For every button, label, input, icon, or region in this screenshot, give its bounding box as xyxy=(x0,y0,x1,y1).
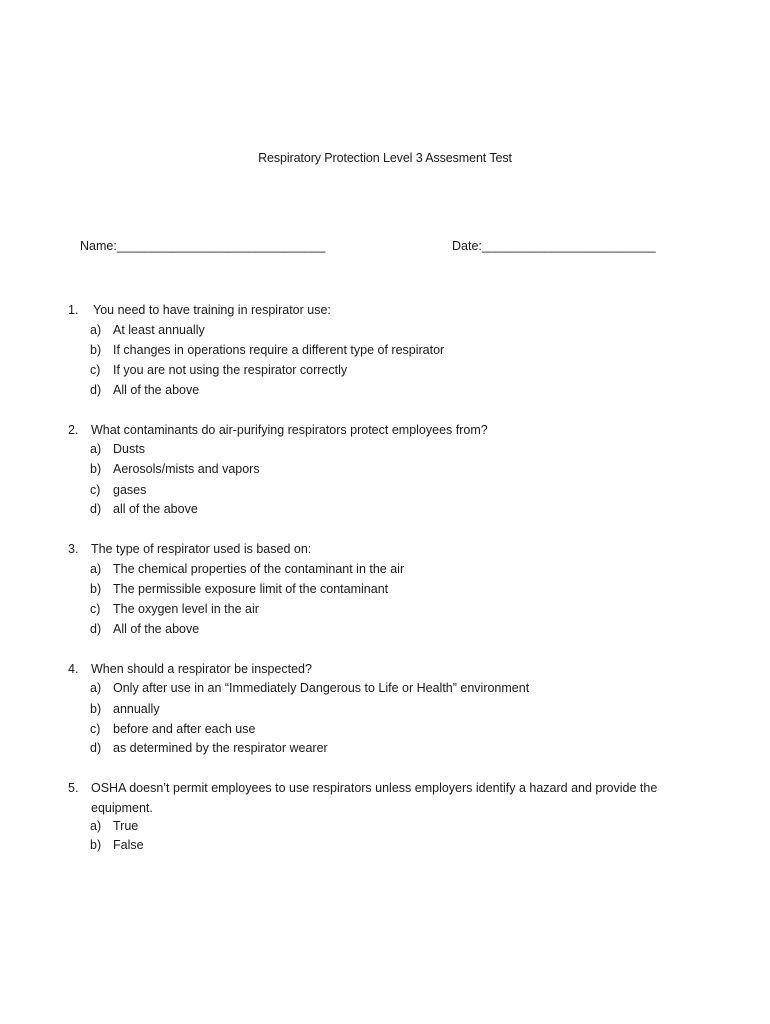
option-text: gases xyxy=(113,483,147,497)
option-text: annually xyxy=(113,702,160,716)
option-letter: a) xyxy=(90,681,102,695)
question-number: 3. xyxy=(68,542,79,556)
question-text: You need to have training in respirator use: xyxy=(93,303,331,317)
option-letter: a) xyxy=(90,442,102,456)
answer-option xyxy=(0,816,770,836)
answer-option xyxy=(0,480,770,500)
option-letter: c) xyxy=(90,602,101,616)
option-letter: c) xyxy=(90,722,101,736)
option-letter: b) xyxy=(90,838,102,852)
question-text: The type of respirator used is based on: xyxy=(91,542,312,556)
option-text: If you are not using the respirator correctly xyxy=(113,363,348,377)
answer-option xyxy=(0,579,770,599)
answer-option xyxy=(0,439,770,459)
answer-option xyxy=(0,320,770,340)
answer-option xyxy=(0,340,770,360)
answer-option xyxy=(0,699,770,719)
option-letter: d) xyxy=(90,622,102,636)
answer-option xyxy=(0,599,770,619)
name-field: Name:______________________________ xyxy=(80,239,326,253)
option-letter: c) xyxy=(90,483,101,497)
option-letter: a) xyxy=(90,323,102,337)
question-text: When should a respirator be inspected? xyxy=(91,662,312,676)
option-text: Dusts xyxy=(113,442,145,456)
date-field: Date:_________________________ xyxy=(452,239,656,253)
answer-option xyxy=(0,360,770,380)
option-letter: b) xyxy=(90,343,102,357)
answer-option xyxy=(0,719,770,739)
document-title: Respiratory Protection Level 3 Assesment Test xyxy=(258,151,512,165)
question-number: 5. xyxy=(68,781,79,795)
answer-option xyxy=(0,619,770,639)
question-text: What contaminants do air-purifying respirators protect employees from? xyxy=(91,423,488,437)
option-letter: a) xyxy=(90,819,102,833)
question-number: 2. xyxy=(68,423,79,437)
option-letter: a) xyxy=(90,562,102,576)
option-letter: c) xyxy=(90,363,101,377)
option-text: before and after each use xyxy=(113,722,256,736)
option-letter: b) xyxy=(90,462,102,476)
question-number: 1. xyxy=(68,303,79,317)
answer-option xyxy=(0,835,770,855)
question-text: OSHA doesn’t permit employees to use respirators unless employers identify a hazard and provide the equipment. xyxy=(91,781,658,815)
option-text: All of the above xyxy=(113,622,200,636)
answer-option xyxy=(0,738,770,758)
answer-option xyxy=(0,380,770,400)
option-text: At least annually xyxy=(113,323,205,337)
option-text: Aerosols/mists and vapors xyxy=(113,462,260,476)
option-letter: d) xyxy=(90,383,102,397)
answer-option xyxy=(0,678,770,698)
option-text: Only after use in an “Immediately Dangerous to Life or Health” environment xyxy=(113,681,530,695)
option-text: False xyxy=(113,838,144,852)
option-letter: d) xyxy=(90,741,102,755)
option-text: all of the above xyxy=(113,502,198,516)
option-letter: b) xyxy=(90,702,102,716)
option-letter: b) xyxy=(90,582,102,596)
option-text: The chemical properties of the contaminant in the air xyxy=(113,562,405,576)
option-text: All of the above xyxy=(113,383,200,397)
option-letter: d) xyxy=(90,502,102,516)
option-text: The permissible exposure limit of the contaminant xyxy=(113,582,389,596)
answer-option xyxy=(0,459,770,479)
answer-option xyxy=(0,559,770,579)
question-number: 4. xyxy=(68,662,79,676)
option-text: True xyxy=(113,819,139,833)
option-text: as determined by the respirator wearer xyxy=(113,741,328,755)
option-text: The oxygen level in the air xyxy=(113,602,259,616)
option-text: If changes in operations require a different type of respirator xyxy=(113,343,445,357)
answer-option xyxy=(0,499,770,519)
